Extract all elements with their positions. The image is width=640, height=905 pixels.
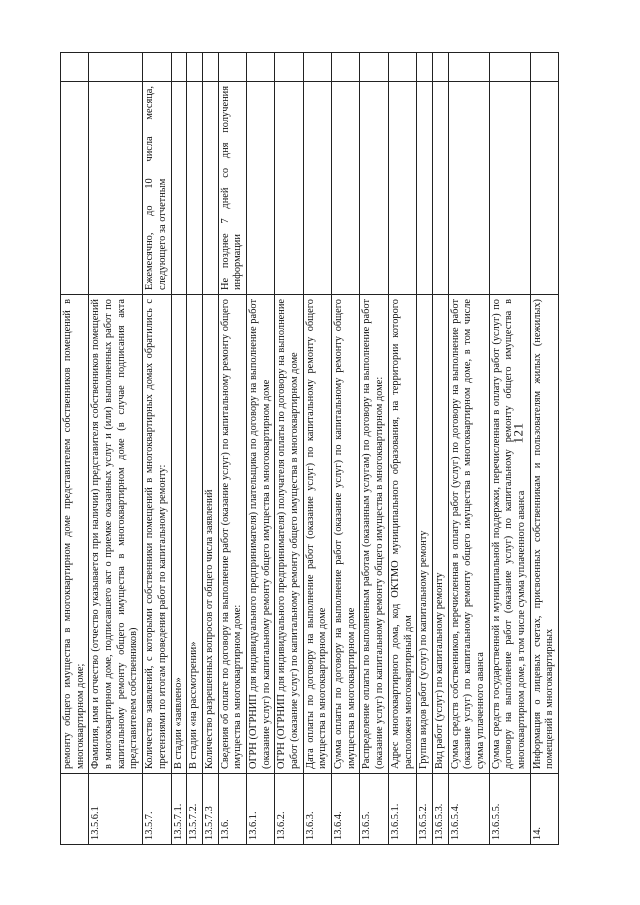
rotated-table-wrapper [60, 65, 600, 845]
table-row [388, 53, 416, 845]
table-row [303, 53, 331, 845]
row-deadline [530, 82, 558, 295]
row-extra [218, 53, 246, 82]
table-row [246, 53, 274, 845]
table-row [61, 53, 89, 845]
row-number: 13.6. [218, 774, 246, 845]
row-description: Сумма средств собственников, перечисленная в оплату работ (услуг) по договору на выполнение работ (оказание услуг) по капитальному ремонту общего имущества в многоквартирном доме, в том числе сумма уплаченного аванса [448, 295, 489, 774]
row-deadline [202, 82, 218, 295]
row-description: Количество заявлений, с которыми собственники помещений в многоквартирных домах обратились с претензиями по итогам проведения работ по капитальному ремонту: [143, 295, 171, 774]
row-description: Сумма оплаты по договору на выполнение работ (оказание услуг) по капитальному ремонту общего имущества в многоквартирном доме [332, 295, 360, 774]
row-extra [89, 53, 143, 82]
row-number: 13.6.5.1. [388, 774, 416, 845]
row-extra [61, 53, 89, 82]
row-extra [187, 53, 203, 82]
row-deadline [360, 82, 388, 295]
row-description: Группа видов работ (услуг) по капитальному ремонту [417, 295, 433, 774]
row-number [61, 774, 89, 845]
table-row [187, 53, 203, 845]
row-description: В стадии «заявлено» [171, 295, 187, 774]
row-extra [417, 53, 433, 82]
row-deadline [432, 82, 448, 295]
row-number: 13.6.5.2. [417, 774, 433, 845]
row-number: 14. [530, 774, 558, 845]
row-number: 13.6.5.5. [489, 774, 530, 845]
table-row [417, 53, 433, 845]
row-deadline [171, 82, 187, 295]
table-row [530, 53, 558, 845]
row-deadline [61, 82, 89, 295]
row-extra [448, 53, 489, 82]
row-deadline [417, 82, 433, 295]
table-row [360, 53, 388, 845]
table-row [89, 53, 143, 845]
table-row [448, 53, 489, 845]
row-deadline [489, 82, 530, 295]
row-deadline [246, 82, 274, 295]
row-number: 13.5.7.2. [187, 774, 203, 845]
row-deadline [332, 82, 360, 295]
table-row [171, 53, 187, 845]
row-description: Дата оплаты по договору на выполнение работ (оказание услуг) по капитальному ремонту общего имущества в многоквартирном доме [303, 295, 331, 774]
table-row [143, 53, 171, 845]
row-deadline: Ежемесячно, до 10 числа месяца, следующего за отчетным [143, 82, 171, 295]
row-description: Сумма средств государственной и муниципальной поддержки, перечисленная в оплату работ (услуг) по договору на выполнение работ (оказание услуг) по капитальному ремонту общего имущества в многоквартирном доме, в том числе сумма уплаченного аванса [489, 295, 530, 774]
row-number: 13.5.7.3 [202, 774, 218, 845]
row-extra [432, 53, 448, 82]
row-deadline [275, 82, 303, 295]
row-description: Адрес многоквартирного дома, код ОКТМО муниципального образования, на территории которого расположен многоквартирный дом [388, 295, 416, 774]
table-row [332, 53, 360, 845]
row-deadline [303, 82, 331, 295]
row-description: В стадии «на рассмотрении» [187, 295, 203, 774]
table-row [489, 53, 530, 845]
row-description: ОГРН (ОГРНИП для индивидуального предпринимателя) плательщика по договору на выполнение работ (оказание услуг) по капитальному ремонту общего имущества в многоквартирном доме [246, 295, 274, 774]
row-description: ремонту общего имущества в многоквартирном доме представителем собственников помещений в многоквартирном доме; [61, 295, 89, 774]
row-extra [202, 53, 218, 82]
row-number: 13.6.5. [360, 774, 388, 845]
row-number: 13.6.5.4. [448, 774, 489, 845]
row-description: Количество разрешенных вопросов от общего числа заявлений [202, 295, 218, 774]
row-description: Информация о лицевых счетах, присвоенных собственникам и пользователям жилых (нежилых) помещений в многоквартирных [530, 295, 558, 774]
row-description: ОГРН (ОГРНИП для индивидуального предпринимателя) получателя оплаты по договору на выполнение работ (оказание услуг) по капитальному ремонту общего имущества в многоквартирном доме [275, 295, 303, 774]
row-number: 13.6.4. [332, 774, 360, 845]
row-number: 13.5.6.1 [89, 774, 143, 845]
row-deadline: Не позднее 7 дней со дня получения информации [218, 82, 246, 295]
row-extra [489, 53, 530, 82]
table-row [432, 53, 448, 845]
row-extra [275, 53, 303, 82]
row-extra [143, 53, 171, 82]
row-extra [171, 53, 187, 82]
row-number: 13.5.7.1. [171, 774, 187, 845]
row-description: Фамилия, имя и отчество (отчество указывается при наличии) представителя собственников помещений в многоквартирном доме, подписавшего акт о приемке оказанных услуг и (или) выполненных работ по капитальному ремонту общего имущества в многоквартирном доме (в случае подписания акта представителем собственников) [89, 295, 143, 774]
row-number: 13.6.1. [246, 774, 274, 845]
row-extra [360, 53, 388, 82]
page-number: 121 [510, 422, 526, 444]
row-number: 13.6.3. [303, 774, 331, 845]
row-extra [303, 53, 331, 82]
row-deadline [89, 82, 143, 295]
row-number: 13.6.5.3. [432, 774, 448, 845]
table-row [202, 53, 218, 845]
table-row [275, 53, 303, 845]
row-deadline [448, 82, 489, 295]
row-deadline [388, 82, 416, 295]
table-row [218, 53, 246, 845]
row-number: 13.6.2. [275, 774, 303, 845]
row-number: 13.5.7. [143, 774, 171, 845]
requirements-table [60, 52, 559, 845]
row-deadline [187, 82, 203, 295]
row-description: Вид работ (услуг) по капитальному ремонту [432, 295, 448, 774]
row-extra [388, 53, 416, 82]
row-description: Распределение оплаты по выполненным работам (оказанным услугам) по договору на выполнение работ (оказание услуг) по капитальному ремонту общего имущества в многоквартирном доме: [360, 295, 388, 774]
row-description: Сведения об оплате по договору на выполнение работ (оказание услуг) по капитальному ремонту общего имущества в многоквартирном доме: [218, 295, 246, 774]
row-extra [530, 53, 558, 82]
row-extra [246, 53, 274, 82]
row-extra [332, 53, 360, 82]
